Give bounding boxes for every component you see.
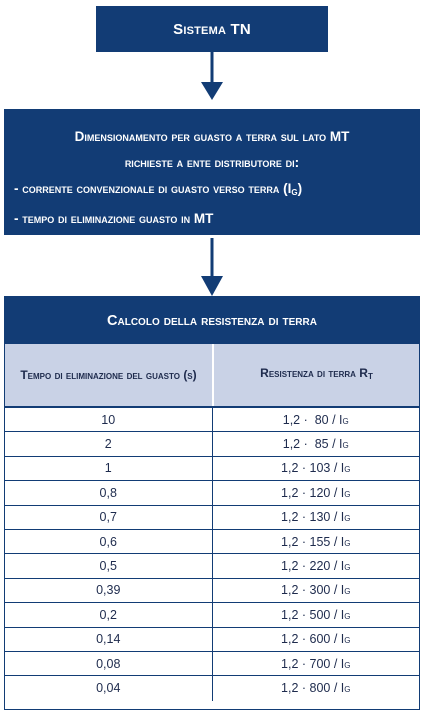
table-row: [5, 408, 419, 432]
time-cell: 0,7: [99, 510, 117, 525]
table-row: [5, 554, 419, 578]
resistance-table: [4, 296, 420, 710]
requirements-heading-line2: richieste a ente distributore di:: [124, 155, 300, 170]
time-cell: 0,08: [96, 656, 121, 671]
resistance-cell: 1,2 · 103 / I G: [212, 457, 420, 480]
table-row: [5, 481, 419, 505]
requirements-box: [4, 109, 420, 235]
down-arrow-icon: [198, 238, 226, 298]
sistema-tn-label: Sistema TN: [173, 20, 251, 38]
time-cell: 1: [104, 461, 112, 476]
table-row: [5, 530, 419, 554]
resistance-cell: 1,2 · 220 / I G: [212, 554, 420, 577]
resistance-cell: 1,2 · 155 / I G: [212, 530, 420, 553]
resistance-cell: 1,2 · 80 / I G: [212, 408, 420, 431]
requirement-time: - tempo di eliminazione guasto in MT: [14, 211, 214, 226]
time-cell: 10: [101, 412, 116, 427]
requirements-heading-line1: Dimensionamento per guasto a terra sul lato MT: [74, 129, 350, 144]
resistance-cell: 1,2 · 500 / I G: [212, 603, 420, 626]
resistance-cell: 1,2 · 300 / I G: [212, 579, 420, 602]
time-cell: 0,6: [99, 534, 117, 549]
time-cell: 0,14: [96, 632, 121, 647]
time-cell: 0,04: [96, 681, 121, 696]
resistance-cell: 1,2 · 600 / I G: [212, 628, 420, 651]
table-row: [5, 579, 419, 603]
table-row: [5, 432, 419, 456]
time-cell: 0,2: [99, 607, 117, 622]
col-header-resistance: Resistenza di terra $R_T$: [212, 344, 419, 406]
time-cell: 0,39: [96, 583, 121, 598]
table-title: Calcolo della resistenza di terra: [5, 297, 419, 344]
table-row: [5, 457, 419, 481]
table-header-row: [5, 344, 419, 408]
table-body: [5, 408, 419, 701]
requirement-current: - corrente convenzionale di guasto verso terra $(I_G)$: [14, 181, 303, 197]
resistance-cell: 1,2 · 130 / I G: [212, 506, 420, 529]
table-row: [5, 603, 419, 627]
resistance-cell: 1,2 · 800 / I G: [212, 676, 420, 700]
time-cell: 0,8: [99, 485, 117, 500]
down-arrow-icon: [198, 52, 226, 102]
table-row: [5, 628, 419, 652]
resistance-cell: 1,2 · 700 / I G: [212, 652, 420, 675]
sistema-tn-box: [96, 6, 328, 52]
table-row: [5, 652, 419, 676]
time-cell: 2: [104, 437, 112, 452]
table-row: [5, 506, 419, 530]
resistance-cell: 1,2 · 85 / I G: [212, 432, 420, 455]
col-header-time: Tempo di eliminazione del guasto (s): [5, 344, 212, 406]
table-row: [5, 676, 419, 700]
time-cell: 0,5: [99, 559, 117, 574]
resistance-cell: 1,2 · 120 / I G: [212, 481, 420, 504]
